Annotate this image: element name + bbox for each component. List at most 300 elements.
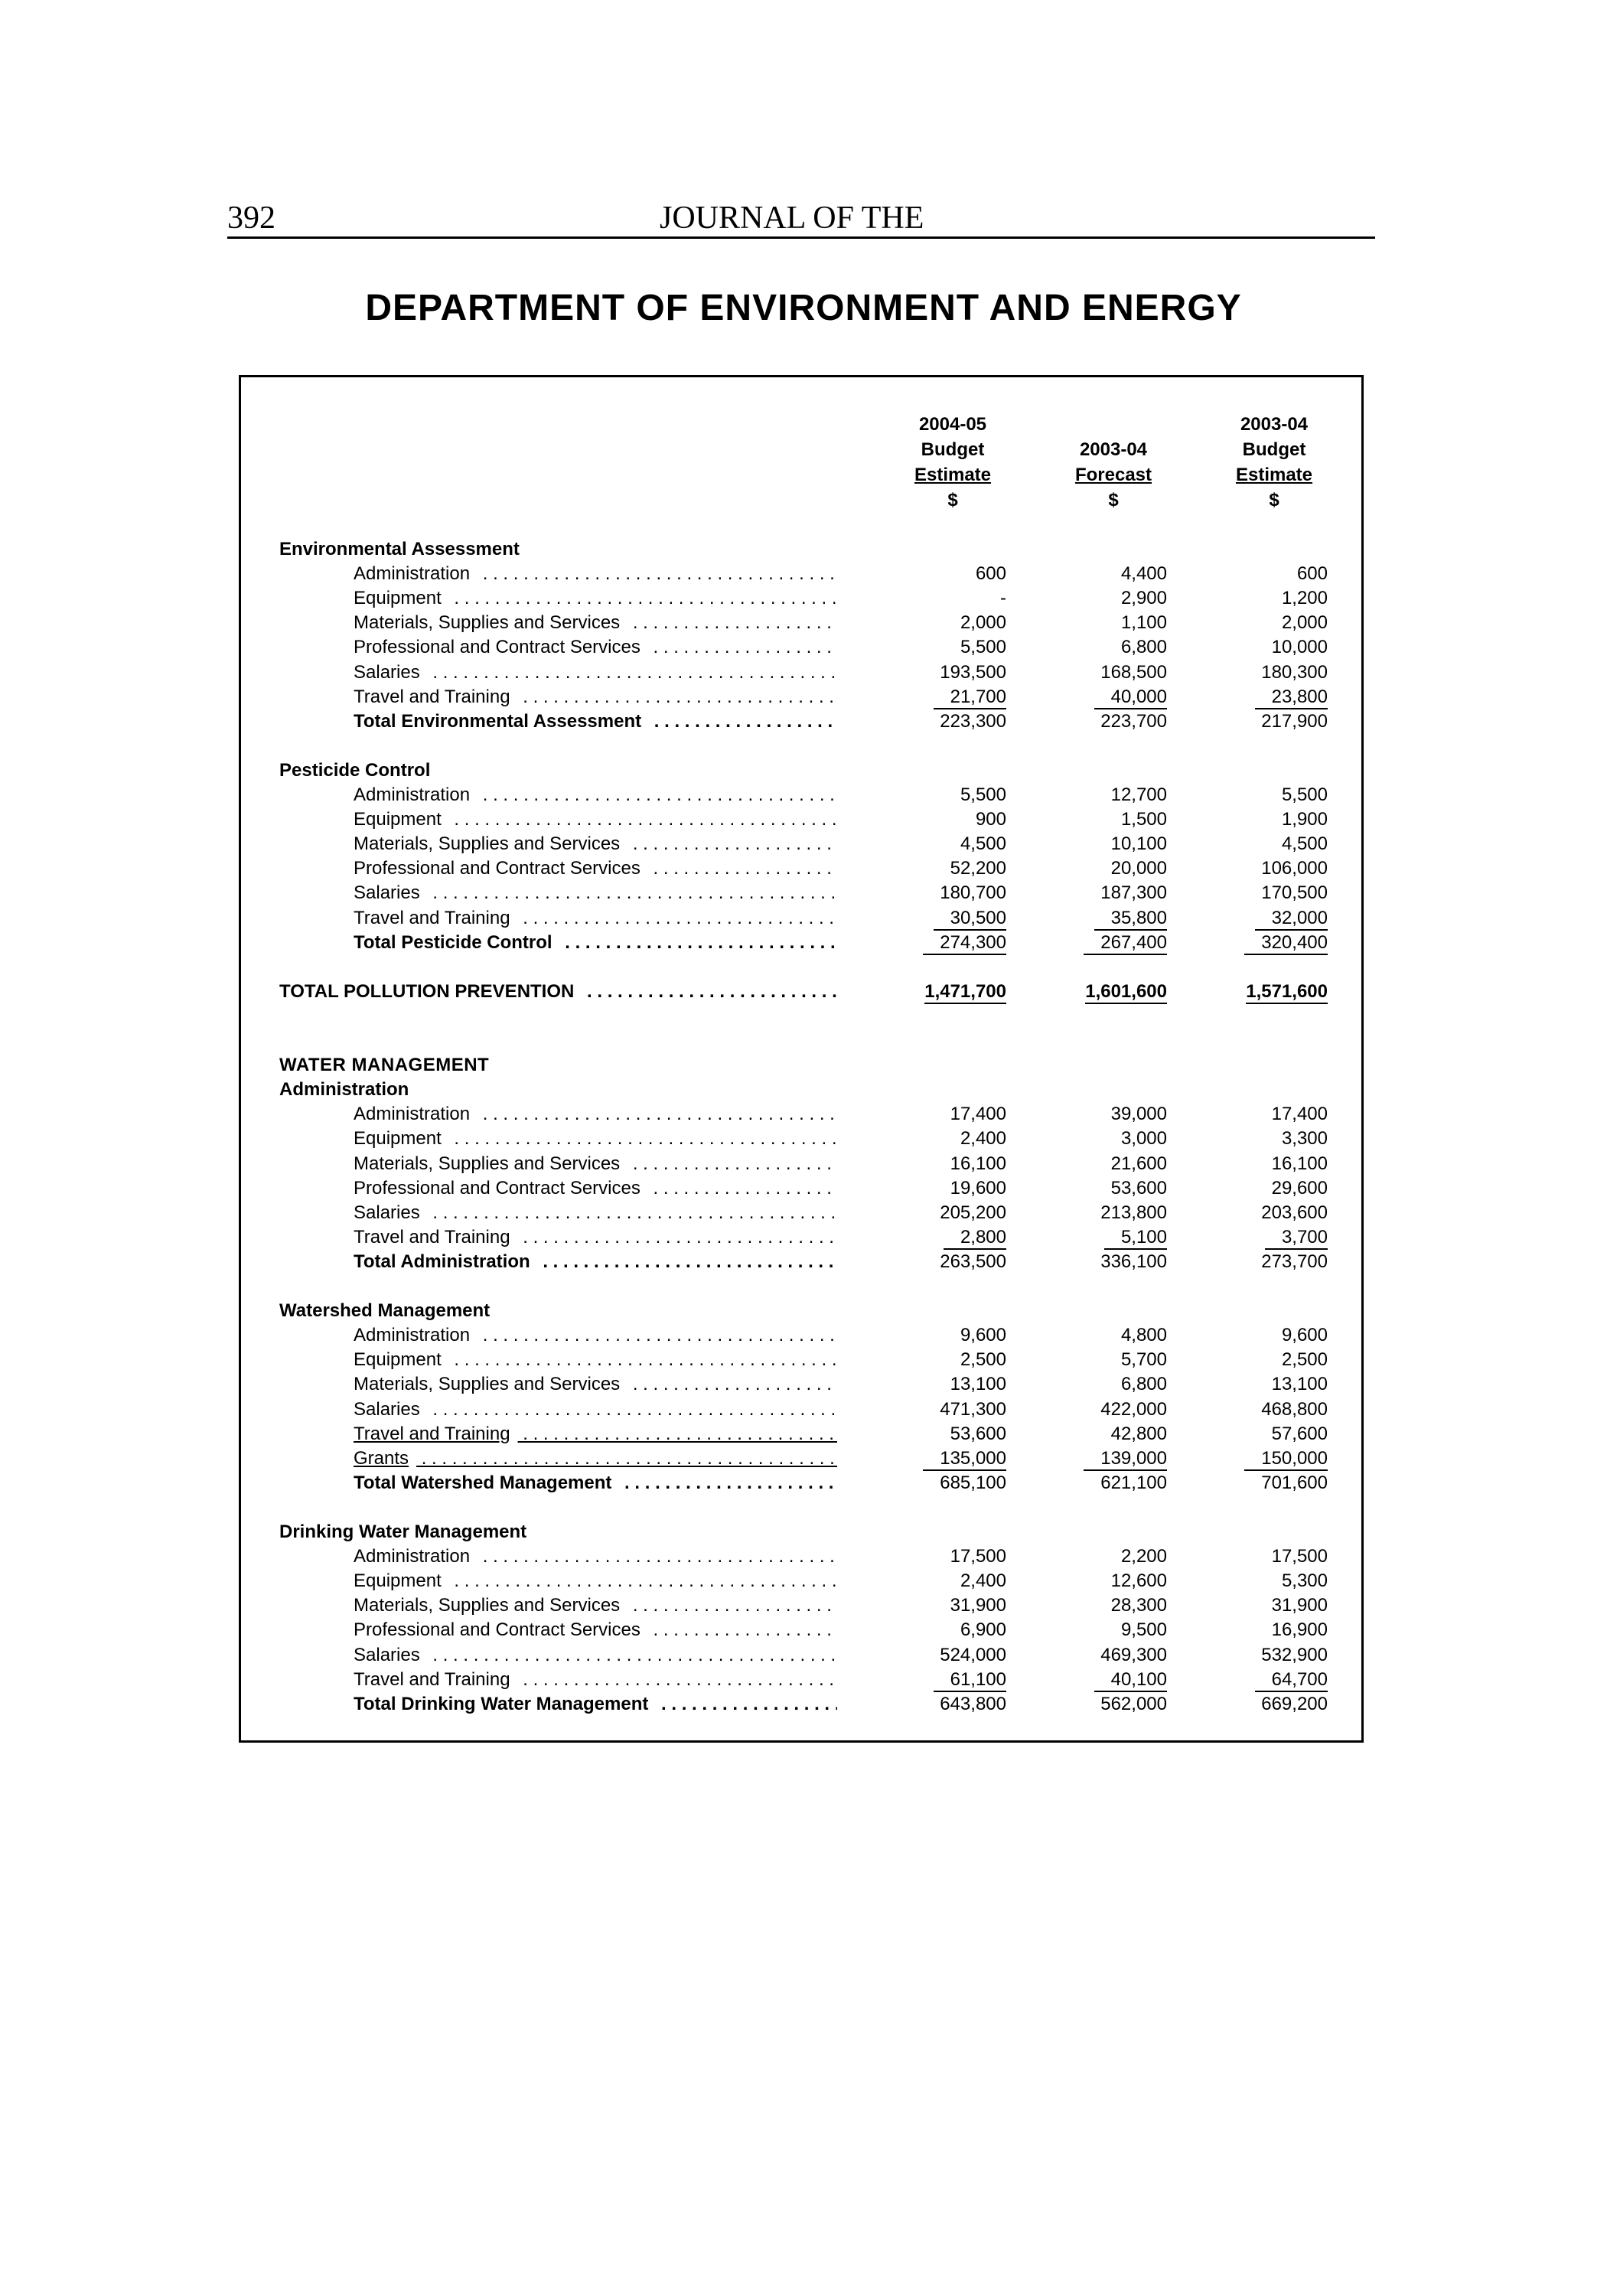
row-label [354,1201,837,1225]
row-label [354,1692,837,1717]
column-header-unit: $ [1269,490,1279,510]
value-text: 1,471,700 [924,981,1006,1004]
row-label-text: Administration [354,1104,478,1124]
column-header-line: Estimate [1235,465,1313,485]
value-cell [892,856,1006,881]
value-text: 52,200 [950,858,1006,879]
value-cell [1052,1471,1167,1495]
value-cell [1213,1668,1328,1692]
value-cell [1052,856,1167,881]
value-cell [1052,562,1167,586]
row-label [354,906,837,931]
row-label-text: TOTAL POLLUTION PREVENTION [279,981,582,1002]
value-cell [1213,856,1328,881]
value-cell [892,1668,1006,1692]
row-label-text: Environmental Assessment [279,539,527,559]
value-cell [1213,1323,1328,1348]
value-text: 16,100 [1271,1153,1328,1174]
value-text: 16,100 [950,1153,1006,1174]
value-text: 21,700 [934,687,1006,709]
value-cell [1052,1102,1167,1127]
row-label [354,635,837,660]
row-label-text: Equipment [354,1128,449,1149]
value-text: 669,200 [1261,1693,1328,1714]
value-text: 53,600 [1110,1177,1167,1199]
row-label-text: Total Pesticide Control [354,932,560,953]
row-label [354,783,837,807]
value-text: 6,800 [1120,1374,1167,1395]
value-text: 10,000 [1271,637,1328,658]
value-cell [1052,931,1167,955]
value-cell [1052,1569,1167,1593]
row-label [354,586,837,611]
value-text: 3,300 [1281,1128,1328,1150]
value-cell [892,906,1006,931]
value-cell [892,685,1006,709]
column-header-2004-05-budget-estimate [892,412,1014,513]
value-text: 21,600 [1110,1153,1167,1174]
value-cell [1213,1397,1328,1422]
value-cell [1052,709,1167,734]
row-label-text: Administration [279,1079,416,1100]
value-text: 205,200 [940,1202,1006,1223]
value-cell [1052,1127,1167,1151]
row-label-text: Equipment [354,809,449,830]
value-cell [1213,709,1328,734]
value-text: 263,500 [940,1251,1006,1272]
value-text: 16,900 [1271,1619,1328,1641]
value-text: 701,600 [1261,1472,1328,1493]
row-label [354,832,837,856]
value-cell [892,1372,1006,1397]
value-cell [1213,980,1328,1004]
row-label [354,1176,837,1201]
value-text: 17,500 [950,1546,1006,1567]
value-cell [1213,1446,1328,1471]
page-title: DEPARTMENT OF ENVIRONMENT AND ENERGY [365,288,1242,328]
running-head [227,196,1375,240]
value-text: 180,300 [1261,661,1328,683]
value-text: 20,000 [1110,858,1167,879]
row-label [354,1593,837,1618]
row-label-text: Total Drinking Water Management [354,1694,656,1714]
value-cell [1052,1323,1167,1348]
value-text: 61,100 [934,1669,1006,1692]
value-text: 468,800 [1261,1398,1328,1420]
value-cell [1052,1446,1167,1471]
value-cell [1052,1176,1167,1201]
value-text: 30,500 [934,908,1006,931]
row-label-text: Total Administration [354,1251,538,1272]
value-cell [1052,1372,1167,1397]
row-label [279,1053,497,1078]
value-text: 193,500 [940,661,1006,683]
row-label-text: Pesticide Control [279,760,438,781]
group-row [0,1078,1148,1102]
row-label [279,1520,534,1544]
value-text: 40,100 [1094,1669,1167,1692]
value-cell [1213,660,1328,685]
row-label-text: Total Environmental Assessment [354,711,649,732]
value-cell [1052,1225,1167,1250]
row-label [354,1372,837,1397]
grand-row [0,980,1328,1004]
value-text: 64,700 [1255,1669,1328,1692]
value-cell [1213,807,1328,832]
value-text: 900 [975,809,1006,830]
column-header-line: 2004-05 [918,414,987,435]
value-cell [1052,980,1167,1004]
value-cell [1213,562,1328,586]
table-row [0,1323,1328,1348]
row-label [279,1078,416,1102]
row-label-text: Travel and Training [354,908,518,928]
row-label [354,1643,837,1668]
value-text: 274,300 [923,932,1006,955]
section-row [0,1053,1148,1078]
column-header-line: Forecast [1074,465,1152,485]
column-header-2003-04-budget-estimate [1213,412,1335,513]
row-label-text: Travel and Training [354,1424,518,1444]
value-text: 57,600 [1271,1423,1328,1444]
value-cell [1052,660,1167,685]
value-cell [1052,1250,1167,1274]
table-row [0,807,1328,832]
value-cell [1213,1643,1328,1668]
table-row [0,1569,1328,1593]
value-cell [1213,1225,1328,1250]
table-row [0,1618,1328,1642]
row-label-text: Total Watershed Management [354,1473,619,1493]
row-label-text: WATER MANAGEMENT [279,1055,497,1075]
value-text: 1,571,600 [1246,981,1328,1004]
value-text: 2,000 [960,612,1006,634]
table-row [0,1668,1328,1692]
row-label-text: Equipment [354,1570,449,1591]
row-label-text: Travel and Training [354,1227,518,1247]
value-text: 35,800 [1094,908,1167,931]
value-cell [892,1127,1006,1151]
value-cell [892,783,1006,807]
value-cell [1213,1593,1328,1618]
table-row [0,1372,1328,1397]
value-text: 135,000 [923,1448,1006,1471]
value-text: 223,300 [940,710,1006,732]
total-row [0,1250,1328,1274]
value-text: 17,400 [1271,1104,1328,1125]
row-label [354,709,837,734]
row-label-text: Materials, Supplies and Services [354,833,627,854]
row-label [354,1544,837,1569]
value-cell [1213,635,1328,660]
value-cell [1213,1422,1328,1446]
value-cell [1052,783,1167,807]
value-text: 1,601,600 [1085,981,1167,1004]
table-row [0,562,1328,586]
value-cell [892,1471,1006,1495]
value-cell [1052,1593,1167,1618]
value-cell [1052,635,1167,660]
value-text: 150,000 [1244,1448,1328,1471]
table-row [0,881,1328,905]
value-cell [1213,1618,1328,1642]
value-text: 17,400 [950,1104,1006,1125]
value-text: 9,500 [1120,1619,1167,1641]
row-label [279,1299,497,1323]
column-header-line: 2003-04 [1240,414,1309,435]
value-cell [1213,881,1328,905]
column-header-line: Budget [921,439,985,460]
value-text: 187,300 [1100,882,1167,904]
row-label [354,1569,837,1593]
value-cell [892,1544,1006,1569]
total-row [0,1471,1328,1495]
value-cell [1052,1201,1167,1225]
value-cell [892,1201,1006,1225]
value-cell [1213,1348,1328,1372]
value-text: 562,000 [1100,1693,1167,1714]
row-label [354,1471,837,1495]
value-text: 223,700 [1100,710,1167,732]
row-label-text: Materials, Supplies and Services [354,1595,627,1616]
value-text: 5,500 [960,637,1006,658]
row-label [354,1668,837,1692]
value-text: 5,300 [1281,1570,1328,1592]
value-text: 1,200 [1281,588,1328,609]
value-cell [1052,1348,1167,1372]
value-text: 12,600 [1110,1570,1167,1592]
row-label [354,1152,837,1176]
row-label-text: Salaries [354,662,428,683]
value-text: 23,800 [1255,687,1328,709]
row-label-text: Salaries [354,1399,428,1420]
table-row [0,635,1328,660]
value-cell [1213,832,1328,856]
column-header-unit: $ [947,490,958,510]
value-cell [892,1643,1006,1668]
value-cell [1052,1643,1167,1668]
row-label [354,611,837,635]
value-cell [892,1152,1006,1176]
total-row [0,1692,1328,1717]
value-text: 19,600 [950,1177,1006,1199]
column-header-2003-04-forecast [1052,412,1175,513]
value-cell [1213,685,1328,709]
value-cell [1213,611,1328,635]
group-row [0,758,1148,783]
value-cell [892,1102,1006,1127]
value-text: 6,800 [1120,637,1167,658]
row-label-text: Administration [354,784,478,805]
value-text: 28,300 [1110,1595,1167,1616]
value-text: 643,800 [940,1693,1006,1714]
value-text: 106,000 [1261,858,1328,879]
row-label [354,562,837,586]
value-text: 2,500 [960,1349,1006,1371]
row-label-text: Professional and Contract Services [354,1178,648,1199]
value-cell [892,1250,1006,1274]
value-cell [892,586,1006,611]
value-cell [1213,586,1328,611]
value-cell [892,832,1006,856]
value-text: 31,900 [950,1595,1006,1616]
row-label-text: Professional and Contract Services [354,637,648,657]
value-cell [1052,1692,1167,1717]
value-cell [892,980,1006,1004]
value-cell [1052,1397,1167,1422]
value-text: 9,600 [1281,1325,1328,1346]
value-cell [892,709,1006,734]
row-label-text: Travel and Training [354,1669,518,1690]
value-cell [1213,1102,1328,1127]
value-cell [1213,1127,1328,1151]
value-text: 10,100 [1110,833,1167,855]
table-row [0,1201,1328,1225]
value-text: 32,000 [1255,908,1328,931]
value-text: 4,500 [960,833,1006,855]
value-text: - [1000,588,1006,609]
table-row [0,832,1328,856]
table-row [0,586,1328,611]
value-text: 5,500 [960,784,1006,805]
value-cell [892,1692,1006,1717]
value-text: 2,500 [1281,1349,1328,1371]
value-text: 336,100 [1100,1251,1167,1272]
value-text: 13,100 [950,1374,1006,1395]
row-label-text: Salaries [354,1645,428,1665]
value-cell [892,881,1006,905]
table-row [0,1127,1328,1151]
row-label [354,1102,837,1127]
value-cell [1213,1250,1328,1274]
value-text: 180,700 [940,882,1006,904]
table-row [0,1152,1328,1176]
value-cell [892,1618,1006,1642]
row-label [354,1397,837,1422]
value-text: 621,100 [1100,1472,1167,1493]
row-label-text: Watershed Management [279,1300,497,1321]
value-cell [1052,586,1167,611]
row-label [354,807,837,832]
value-text: 2,800 [944,1227,1006,1250]
value-text: 422,000 [1100,1398,1167,1420]
row-label [354,1348,837,1372]
value-text: 2,400 [960,1570,1006,1592]
value-cell [892,562,1006,586]
table-row [0,685,1328,709]
page-number: 392 [227,201,275,236]
value-cell [1213,1692,1328,1717]
value-cell [1052,1544,1167,1569]
value-cell [1213,906,1328,931]
value-text: 4,400 [1120,563,1167,585]
value-text: 532,900 [1261,1644,1328,1665]
value-text: 2,900 [1120,588,1167,609]
value-text: 471,300 [940,1398,1006,1420]
row-label [354,660,837,685]
value-cell [1052,1422,1167,1446]
value-text: 42,800 [1110,1423,1167,1444]
row-label-text: Administration [354,563,478,584]
value-text: 3,000 [1120,1128,1167,1150]
column-header-unit: $ [1108,490,1119,510]
group-row [0,537,1148,562]
value-cell [1052,1618,1167,1642]
row-label [354,856,837,881]
value-text: 2,000 [1281,612,1328,634]
table-row [0,1176,1328,1201]
value-text: 17,500 [1271,1546,1328,1567]
total-row [0,709,1328,734]
value-text: 273,700 [1261,1251,1328,1272]
row-label-text: Materials, Supplies and Services [354,1374,627,1394]
value-cell [892,1323,1006,1348]
row-label-text: Salaries [354,882,428,903]
value-cell [892,611,1006,635]
table-row [0,1643,1328,1668]
table-row [0,1225,1328,1250]
value-text: 29,600 [1271,1177,1328,1199]
value-text: 1,900 [1281,809,1328,830]
value-text: 170,500 [1261,882,1328,904]
value-text: 4,500 [1281,833,1328,855]
row-label-text: Administration [354,1546,478,1567]
value-cell [1213,1544,1328,1569]
value-text: 1,500 [1120,809,1167,830]
value-cell [892,1225,1006,1250]
value-text: 600 [1296,563,1328,585]
total-row [0,931,1328,955]
group-row [0,1299,1148,1323]
value-text: 267,400 [1084,932,1167,955]
value-cell [1213,931,1328,955]
table-row [0,1397,1328,1422]
table-row [0,1348,1328,1372]
value-text: 600 [975,563,1006,585]
value-text: 469,300 [1100,1644,1167,1665]
row-label [354,931,837,955]
value-cell [892,1569,1006,1593]
value-text: 12,700 [1110,784,1167,805]
value-cell [1213,1569,1328,1593]
value-text: 168,500 [1100,661,1167,683]
value-cell [892,1446,1006,1471]
table-row [0,1422,1328,1446]
journal-title: JOURNAL OF THE [660,201,924,236]
table-row [0,1446,1328,1471]
value-text: 139,000 [1084,1448,1167,1471]
value-text: 6,900 [960,1619,1006,1641]
value-cell [892,1422,1006,1446]
value-cell [1052,906,1167,931]
value-text: 320,400 [1244,932,1328,955]
row-label-text: Professional and Contract Services [354,1619,648,1640]
column-header-line: Estimate [914,465,992,485]
table-row [0,906,1328,931]
value-text: 203,600 [1261,1202,1328,1223]
row-label [354,1323,837,1348]
row-label [354,1225,837,1250]
value-cell [1052,1668,1167,1692]
value-cell [1213,783,1328,807]
row-label [354,1250,837,1274]
row-label-text: Administration [354,1325,478,1345]
value-cell [892,1397,1006,1422]
value-cell [1213,1471,1328,1495]
value-cell [892,1593,1006,1618]
value-text: 5,100 [1104,1227,1167,1250]
value-cell [892,635,1006,660]
